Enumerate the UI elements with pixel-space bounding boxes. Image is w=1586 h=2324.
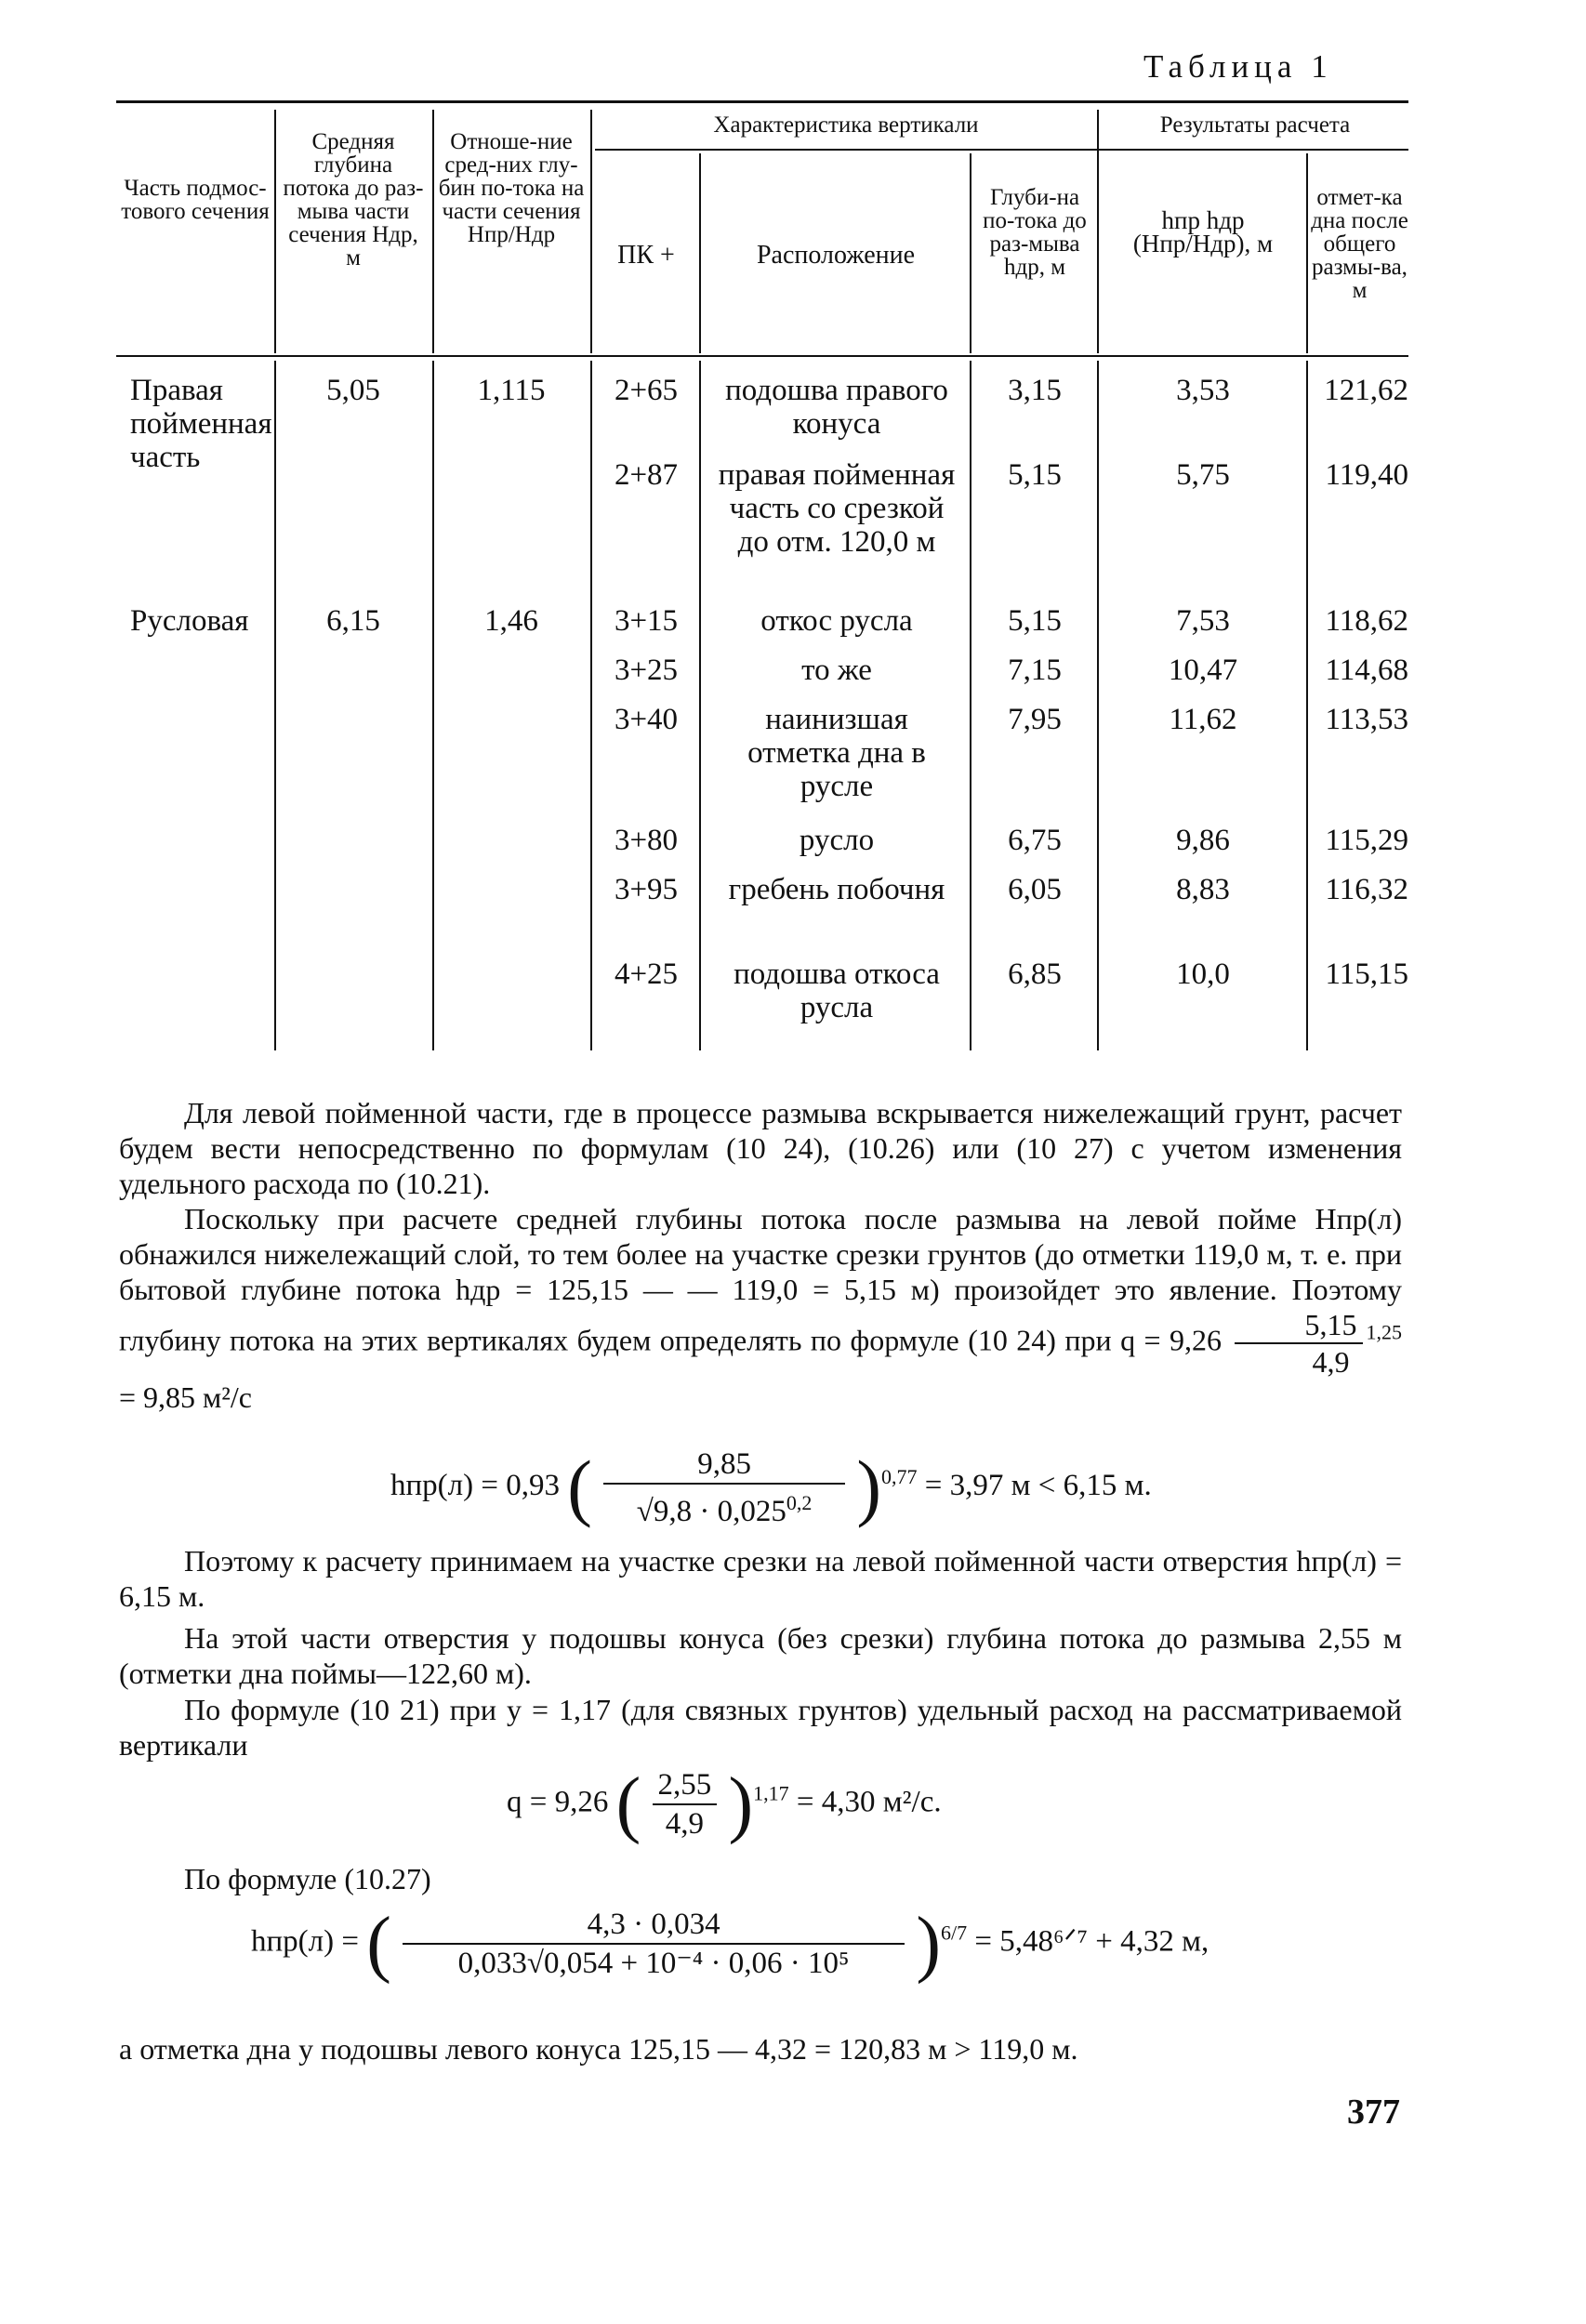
formula-1-exponent: 0,77: [881, 1465, 918, 1489]
row5-h: 11,62: [1169, 703, 1237, 736]
row3-ratio: 1,46: [484, 604, 538, 638]
formula-3: [251, 1903, 1209, 1985]
row1-h: 3,53: [1176, 374, 1230, 407]
row7-mark: 116,32: [1325, 873, 1408, 906]
row2-depth: 5,15: [1008, 458, 1062, 492]
paragraph-2-result: = 9,85 м²/с: [119, 1380, 252, 1414]
row8-depth: 6,85: [1008, 957, 1062, 991]
row6-pk: 3+80: [614, 824, 679, 857]
formula-3-denominator: 0,033√0,054 + 10⁻⁴ · 0,06 · 10⁵: [457, 1947, 850, 1980]
formula-3-left-paren: (: [366, 1903, 391, 1985]
formula-3-fraction: [403, 1906, 905, 1982]
body-divider-7: [1306, 361, 1308, 1050]
body-divider-3: [590, 361, 592, 1050]
row8-h: 10,0: [1176, 957, 1230, 991]
group-header-rule: [595, 149, 1408, 151]
row1-location: подошва правого конуса: [725, 374, 948, 441]
row1-ratio: 1,115: [477, 374, 546, 407]
formula-2-right-paren: ): [728, 1763, 754, 1845]
paragraph-2: [119, 1201, 1402, 1415]
formula-1-denominator-base: √9,8 · 0,025: [636, 1495, 786, 1528]
formula-2-lhs: q = 9,26: [507, 1785, 609, 1819]
formula-1-left-paren: (: [567, 1446, 592, 1529]
formula-3-lhs: hпр(л) =: [251, 1924, 359, 1959]
row2-pk: 2+87: [614, 458, 679, 492]
row7-location: гребень побочня: [728, 873, 945, 906]
header-avg-depth: Средняя глубина потока до раз-мыва части сечения Hдр, м: [283, 129, 424, 271]
row4-pk: 3+25: [614, 654, 679, 687]
formula-1-lhs: hпр(л) = 0,93: [390, 1469, 560, 1503]
row5-pk: 3+40: [614, 703, 679, 736]
row2-h: 5,75: [1176, 458, 1230, 492]
header-part: Часть подмос-тового сечения: [121, 176, 270, 224]
body-divider-6: [1097, 361, 1099, 1050]
formula-3-rhs: = 5,48⁶ᐟ⁷ + 4,32 м,: [974, 1924, 1209, 1959]
row5-location: наинизшая отметка дна в русле: [747, 703, 926, 803]
body-divider-5: [970, 361, 971, 1050]
col-divider-6: [1097, 110, 1099, 353]
row6-depth: 6,75: [1008, 824, 1062, 857]
row8-mark: 115,15: [1325, 957, 1408, 991]
col-divider-1: [274, 110, 276, 353]
formula-1-rhs: = 3,97 м < 6,15 м.: [924, 1469, 1152, 1503]
formula-1-right-paren: ): [856, 1446, 881, 1529]
header-results-group: Результаты расчета: [1159, 112, 1351, 138]
formula-1-denominator-exponent: 0,2: [786, 1491, 813, 1514]
paragraph-5: По формуле (10 21) при y = 1,17 (для связных грунтов) удельный расход на рассматриваемой вертикали: [119, 1693, 1402, 1762]
paragraph-2-numerator: 5,15: [1235, 1307, 1363, 1344]
row7-pk: 3+95: [614, 873, 679, 906]
row2-mark: 119,40: [1325, 458, 1408, 492]
col-divider-7: [1306, 153, 1308, 353]
formula-2: [507, 1763, 942, 1845]
header-ratio: Отноше-ние сред-них глу-бин по-тока на части сечения Hпр/Hдр: [438, 129, 585, 247]
header-location: Расположение: [756, 241, 916, 270]
formula-2-fraction: [653, 1766, 718, 1842]
formula-2-denominator: 4,9: [665, 1807, 705, 1841]
row3-mark: 118,62: [1325, 604, 1408, 638]
formula-2-exponent: 1,17: [753, 1781, 789, 1805]
row7-h: 8,83: [1176, 873, 1230, 906]
row6-h: 9,86: [1176, 824, 1230, 857]
body-divider-2: [432, 361, 434, 1050]
paragraph-2-fraction: [1235, 1307, 1363, 1380]
row4-mark: 114,68: [1325, 654, 1408, 687]
row1-depth: 3,15: [1008, 374, 1062, 407]
row6-location: русло: [799, 824, 875, 857]
paragraph-4: На этой части отверстия у подошвы конуса (без срезки) глубина потока до размыва 2,55 м (отметки дна поймы—122,60 м).: [119, 1621, 1402, 1690]
paragraph-6: По формуле (10.27): [184, 1862, 431, 1895]
header-pk: ПК +: [617, 241, 675, 270]
row8-location: подошва откоса русла: [734, 957, 940, 1024]
formula-1-numerator: 9,85: [603, 1446, 845, 1485]
row1-mark: 121,62: [1324, 374, 1408, 407]
col-divider-3: [590, 110, 592, 353]
table-title: Таблица 1: [1143, 48, 1333, 85]
col-divider-4: [699, 153, 701, 353]
paragraph-2-exponent: 1,25: [1366, 1320, 1403, 1344]
row2-location: правая пойменная часть со срезкой до отм. 120,0 м: [718, 458, 956, 559]
table-top-rule: [116, 100, 1408, 103]
body-divider-4: [699, 361, 701, 1050]
paragraph-2-text: Поскольку при расчете средней глубины потока после размыва на левой пойме Hпр(л) обнажился нижележащий слой, то тем более на участке срезки грунтов (до отметки 119,0 м, т. е. при бытовой глубине потока hдр = 125,15 — — 119,0 = 5,15 м) произойдет это явление. Поэтому глубину потока на этих вертикалях будем определять по формуле (10 24) при q = 9,26: [119, 1202, 1402, 1357]
col-divider-5: [970, 153, 971, 353]
row3-depth: 5,15: [1008, 604, 1062, 638]
body-divider-1: [274, 361, 276, 1050]
row3-part: Русловая: [130, 604, 249, 638]
row3-avg-depth: 6,15: [326, 604, 380, 638]
row7-depth: 6,05: [1008, 873, 1062, 906]
row1-pk: 2+65: [614, 374, 679, 407]
paragraph-1: Для левой пойменной части, где в процессе размыва вскрывается нижележащий грунт, расчет будем вести непосредственно по формулам (10 24), (10.26) или (10 27) с учетом изменения удельного расхода по (10.21).: [119, 1096, 1402, 1200]
formula-3-numerator: 4,3 · 0,034: [403, 1906, 905, 1945]
row4-depth: 7,15: [1008, 654, 1062, 687]
paragraph-3: Поэтому к расчету принимаем на участке срезки на левой пойменной части отверстия hпр(л) = 6,15 м.: [119, 1544, 1402, 1613]
formula-2-numerator: 2,55: [653, 1766, 718, 1805]
formula-2-left-paren: (: [615, 1763, 641, 1845]
formula-3-exponent: 6/7: [941, 1921, 968, 1945]
row3-h: 7,53: [1176, 604, 1230, 638]
row3-location: откос русла: [760, 604, 913, 638]
row1-part: Правая пойменная часть: [130, 374, 272, 474]
header-h-calc: hпр hдр (Hпр/Hдр), м: [1132, 206, 1274, 257]
row5-mark: 113,53: [1325, 703, 1408, 736]
row5-depth: 7,95: [1008, 703, 1062, 736]
formula-1-denominator: [603, 1485, 845, 1530]
header-vertical-group: Характеристика вертикали: [713, 112, 979, 138]
paragraph-2-denominator: 4,9: [1312, 1345, 1350, 1379]
page-number: 377: [1347, 2093, 1400, 2132]
header-bottom-mark: отмет-ка дна после общего размы-ва, м: [1311, 185, 1408, 303]
formula-3-right-paren: ): [916, 1903, 941, 1985]
row1-avg-depth: 5,05: [326, 374, 380, 407]
row6-mark: 115,29: [1325, 824, 1408, 857]
row4-h: 10,47: [1168, 654, 1238, 687]
row8-pk: 4+25: [614, 957, 679, 991]
header-bottom-rule: [116, 355, 1408, 357]
formula-2-rhs: = 4,30 м²/с.: [796, 1785, 942, 1819]
header-depth: Глуби-на по-тока до раз-мыва hдр, м: [983, 185, 1087, 280]
paragraph-7: а отметка дна у подошвы левого конуса 125,15 — 4,32 = 120,83 м > 119,0 м.: [119, 2032, 1078, 2066]
col-divider-2: [432, 110, 434, 353]
row4-location: то же: [801, 654, 872, 687]
formula-1: [390, 1446, 1152, 1530]
row3-pk: 3+15: [614, 604, 679, 638]
formula-1-fraction: [603, 1446, 845, 1530]
